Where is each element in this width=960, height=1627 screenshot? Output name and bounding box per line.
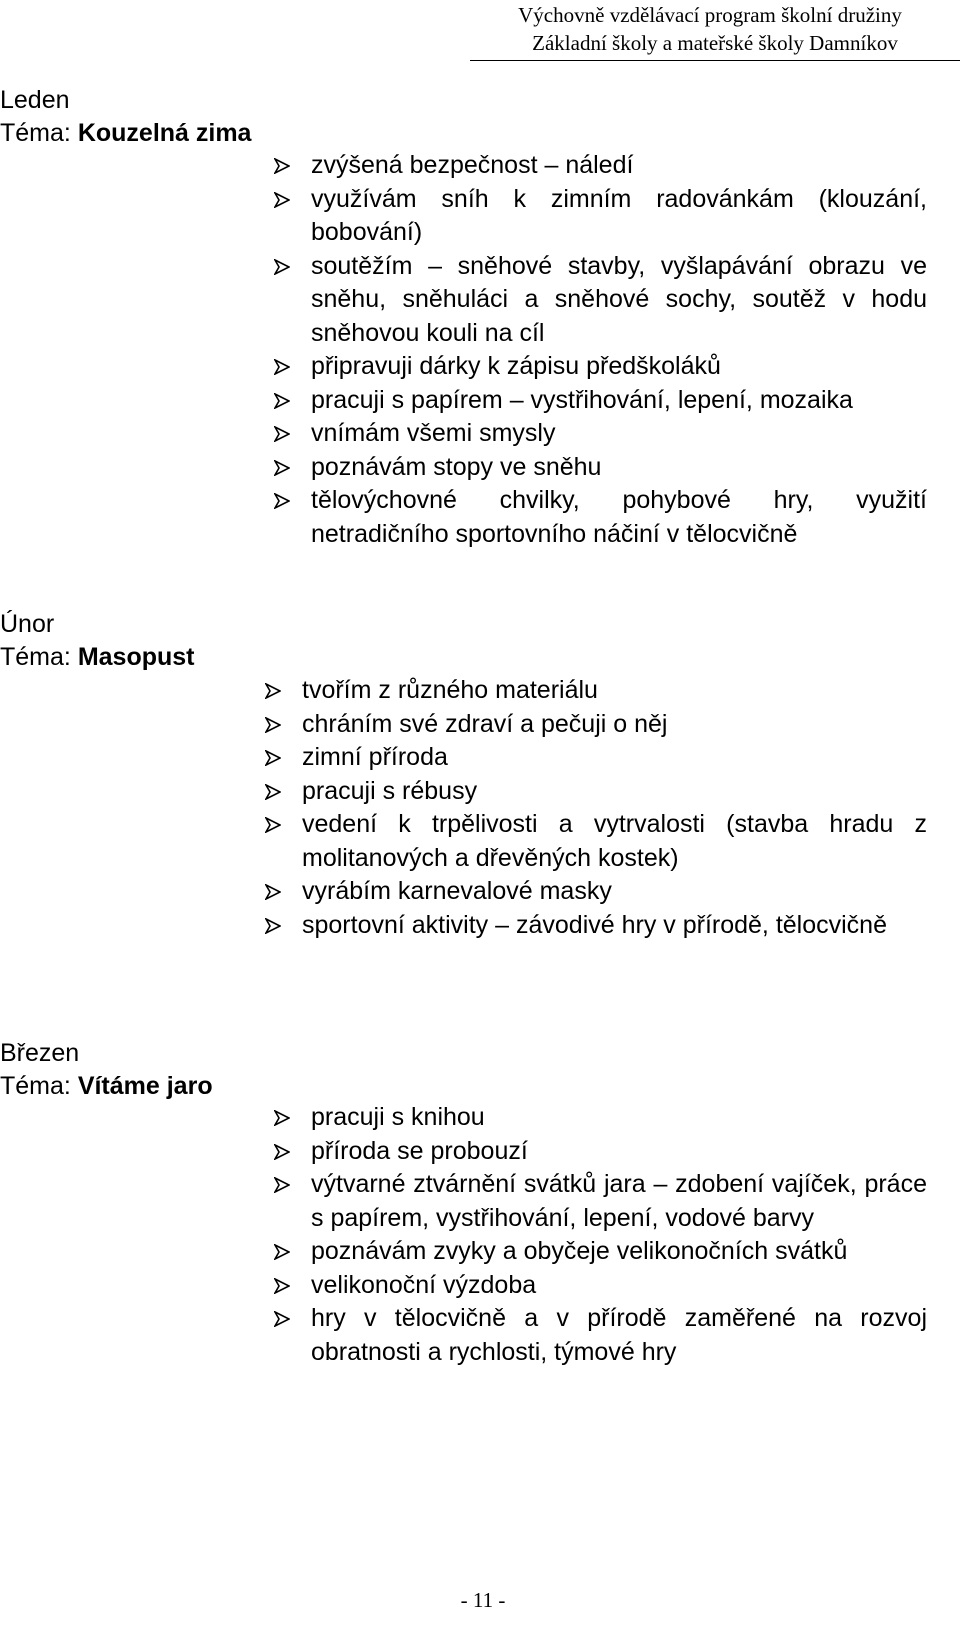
theme-name: Kouzelná zima	[77, 119, 252, 147]
list-item	[302, 808, 927, 875]
list-item-text: vedení k trpělivosti a vytrvalosti (stavba hradu z molitanových a dřevěných kostek)	[302, 810, 927, 872]
arrow-bullet-icon	[274, 493, 290, 509]
list-item-text: poznávám zvyky a obyčeje velikonočních svátků	[311, 1237, 848, 1265]
arrow-bullet-icon	[274, 359, 290, 375]
arrow-bullet-icon	[274, 158, 290, 174]
list-item-text: tělovýchovné chvilky, pohybové hry, využití netradičního sportovního náčiní v tělocvičně	[311, 486, 927, 548]
theme-name: Vítáme jaro	[77, 1072, 213, 1100]
arrow-bullet-icon	[265, 817, 281, 833]
month-label: Březen	[0, 1039, 80, 1067]
arrow-bullet-icon	[274, 1144, 290, 1160]
header-school-name: Základní školy a mateřské školy Damníkov	[470, 29, 960, 61]
arrow-bullet-icon	[274, 192, 290, 208]
list-item	[311, 1135, 927, 1169]
month-label: Leden	[0, 86, 70, 114]
page-number: - 11 -	[460, 1588, 506, 1612]
arrow-bullet-icon	[274, 1278, 290, 1294]
list-item	[311, 484, 927, 551]
list-item-text: tvořím z různého materiálu	[302, 676, 598, 704]
list-item-text: pracuji s rébusy	[302, 776, 478, 805]
list-item-text: příroda se probouzí	[311, 1136, 528, 1165]
list-item	[311, 1101, 927, 1135]
arrow-bullet-icon	[265, 717, 281, 733]
header-program-title: Výchovně vzdělávací program školní družiny	[518, 3, 902, 27]
list-item-text: chráním své zdraví a pečuji o něj	[302, 709, 668, 738]
list-item-text: zimní příroda	[302, 743, 448, 771]
list-item	[311, 250, 927, 351]
activity-list	[302, 674, 927, 942]
arrow-bullet-icon	[274, 426, 290, 442]
list-item-text: poznávám stopy ve sněhu	[311, 452, 602, 481]
list-item	[311, 149, 927, 183]
arrow-bullet-icon	[265, 683, 281, 699]
arrow-bullet-icon	[274, 259, 290, 275]
list-item	[311, 451, 927, 485]
theme-line	[0, 640, 195, 674]
theme-line	[0, 116, 251, 150]
list-item-text: pracuji s knihou	[311, 1103, 485, 1131]
list-item	[302, 875, 927, 909]
theme-prefix: Téma:	[0, 1072, 71, 1100]
arrow-bullet-icon	[265, 750, 281, 766]
arrow-bullet-icon	[274, 1110, 290, 1126]
list-item-text: výtvarné ztvárnění svátků jara – zdobení vajíček, práce s papírem, vystřihování, lepení, vodové barvy	[311, 1170, 927, 1232]
arrow-bullet-icon	[274, 460, 290, 476]
list-item	[311, 1168, 927, 1235]
list-item-text: vyrábím karnevalové masky	[302, 877, 612, 905]
list-item	[311, 183, 927, 250]
list-item-text: využívám sníh k zimním radovánkám (klouzání, bobování)	[311, 184, 927, 246]
arrow-bullet-icon	[274, 1244, 290, 1260]
arrow-bullet-icon	[274, 393, 290, 409]
list-item	[311, 350, 927, 384]
list-item-text: připravuji dárky k zápisu předškoláků	[311, 352, 721, 380]
activity-list	[311, 149, 927, 551]
list-item-text: sportovní aktivity – závodivé hry v přírodě, tělocvičně	[302, 910, 887, 939]
list-item	[302, 708, 927, 742]
theme-name: Masopust	[77, 643, 195, 671]
list-item	[302, 909, 927, 943]
list-item-text: hry v tělocvičně a v přírodě zaměřené na rozvoj obratnosti a rychlosti, týmové hry	[311, 1304, 927, 1366]
list-item	[302, 674, 927, 708]
list-item-text: zvýšená bezpečnost – náledí	[311, 151, 634, 179]
list-item	[311, 417, 927, 451]
list-item-text: velikonoční výzdoba	[311, 1270, 537, 1299]
list-item	[302, 775, 927, 809]
arrow-bullet-icon	[265, 784, 281, 800]
arrow-bullet-icon	[265, 918, 281, 934]
list-item	[311, 1302, 927, 1369]
arrow-bullet-icon	[274, 1311, 290, 1327]
list-item-text: pracuji s papírem – vystřihování, lepení, mozaika	[311, 385, 853, 414]
list-item	[311, 1269, 927, 1303]
theme-prefix: Téma:	[0, 119, 71, 147]
document-header	[460, 0, 960, 61]
month-label: Únor	[0, 610, 55, 638]
arrow-bullet-icon	[274, 1177, 290, 1193]
arrow-bullet-icon	[265, 884, 281, 900]
theme-line	[0, 1069, 213, 1103]
list-item-text: vnímám všemi smysly	[311, 419, 556, 447]
activity-list	[311, 1101, 927, 1369]
list-item	[302, 741, 927, 775]
list-item-text: soutěžím – sněhové stavby, vyšlapávání obrazu ve sněhu, sněhuláci a sněhové sochy, soutěž v hodu sněhovou kouli na cíl	[311, 251, 927, 347]
list-item	[311, 1235, 927, 1269]
theme-prefix: Téma:	[0, 643, 71, 671]
list-item	[311, 384, 927, 418]
